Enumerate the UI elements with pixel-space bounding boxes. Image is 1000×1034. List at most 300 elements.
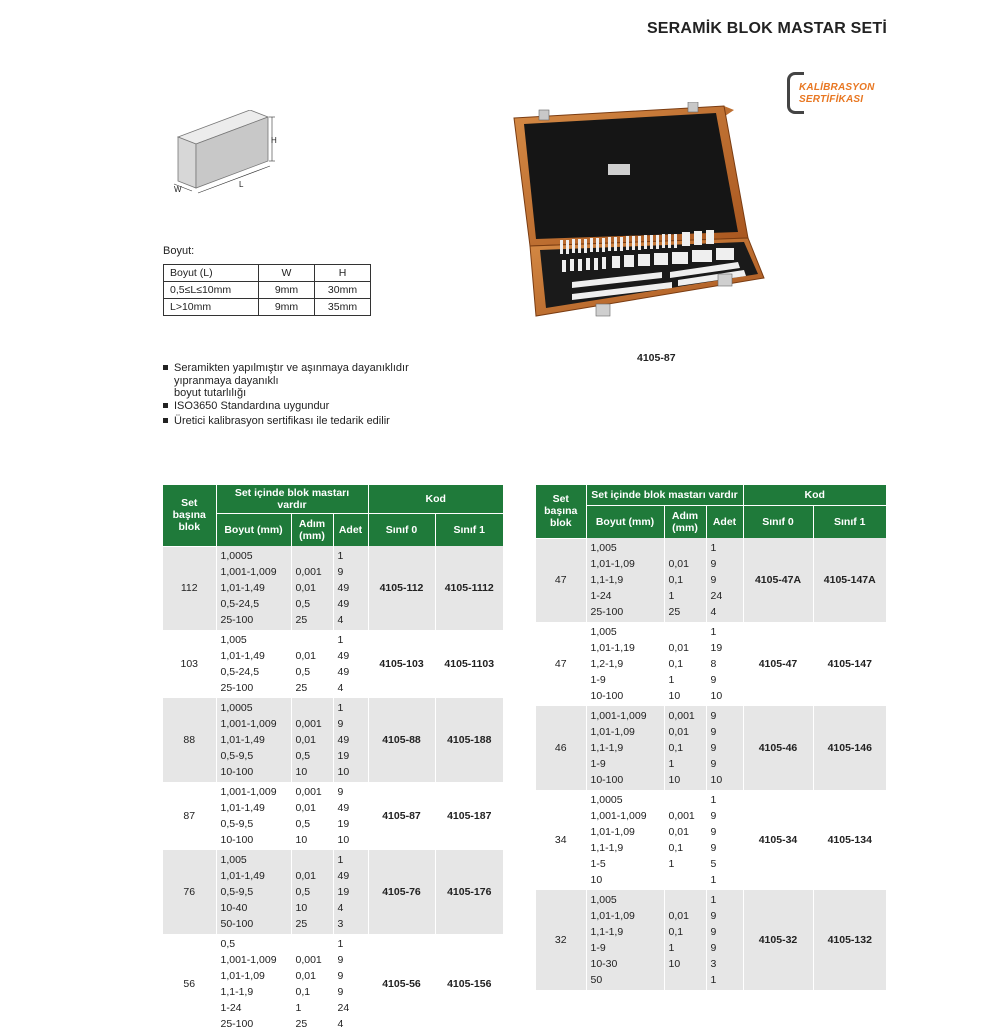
header-step: Adım (mm) [291, 514, 333, 547]
set-count-cell: 56 [163, 934, 216, 1034]
class0-code-cell: 4105-56 [368, 934, 435, 1034]
table-row [163, 630, 503, 698]
cell-line: 10-100 [590, 690, 624, 702]
cell-line: 1,01-1,09 [590, 558, 635, 570]
cell-line: 19 [337, 886, 350, 898]
cell-line: 49 [337, 734, 350, 746]
header-set: Set başına blok [536, 485, 586, 538]
cell-line: 10 [337, 834, 350, 846]
cell-line: 9 [710, 574, 717, 586]
table-row [163, 934, 503, 1034]
cell-line: 0,01 [295, 734, 316, 746]
dimension-caption: Boyut: [163, 245, 195, 257]
cell-line: 1,01-1,49 [220, 802, 265, 814]
size-cell [586, 890, 664, 990]
cell-line: 1-24 [220, 1002, 242, 1014]
cell-line: 4 [337, 1018, 344, 1030]
cell-line [296, 632, 329, 648]
cell-line: 10 [710, 774, 723, 786]
cell-line: 1 [337, 634, 344, 646]
cell-line [669, 792, 702, 808]
step-cell [291, 630, 333, 698]
cell-line: 0,001 [668, 810, 695, 822]
cell-line: 1 [668, 858, 675, 870]
cell-line: 49 [337, 598, 350, 610]
cell-line: 8 [710, 658, 717, 670]
table-row [163, 782, 503, 850]
cell-line: 0,5 [220, 938, 236, 950]
cell-line: 9 [337, 986, 344, 998]
cell-line: 25-100 [220, 682, 254, 694]
cell-line: 25 [295, 682, 308, 694]
cell-line: 1,2-1,9 [590, 658, 624, 670]
class1-code-cell: 4105-132 [813, 890, 886, 990]
step-cell [291, 698, 333, 782]
cell-line: 0,5-24,5 [220, 666, 260, 678]
class0-code-cell: 4105-47A [743, 538, 813, 622]
step-cell [291, 546, 333, 630]
header-contains: Set içinde blok mastarı vardır [216, 485, 368, 514]
cell-line: 10 [295, 766, 308, 778]
dimension-row [164, 299, 371, 316]
cell-line: 9 [710, 758, 717, 770]
cell-line: 1 [337, 702, 344, 714]
class0-code-cell: 4105-103 [368, 630, 435, 698]
cell-line: 1,001-1,009 [220, 954, 277, 966]
class0-code-cell: 4105-87 [368, 782, 435, 850]
set-count-cell: 34 [536, 790, 586, 890]
qty-cell [706, 706, 743, 790]
cell-line: 0,1 [668, 842, 684, 854]
header-contains: Set içinde blok mastarı vardır [586, 485, 743, 506]
table-header-row [163, 485, 503, 514]
step-cell [664, 706, 706, 790]
cell-line: 1-24 [590, 590, 612, 602]
class0-code-cell: 4105-47 [743, 622, 813, 706]
class1-code-cell: 4105-1103 [435, 630, 503, 698]
class0-code-cell: 4105-112 [368, 546, 435, 630]
cell-line: 1,0005 [590, 794, 623, 806]
cell-line: 25-100 [220, 614, 254, 626]
size-cell [216, 850, 291, 934]
cell-line: 9 [337, 970, 344, 982]
feature-text: boyut tutarlılığı [174, 387, 247, 399]
cell-line: 10-100 [220, 766, 254, 778]
cell-line: 50-100 [220, 918, 254, 930]
cell-line: 1,005 [220, 854, 247, 866]
cell-line: 9 [710, 810, 717, 822]
size-cell [216, 782, 291, 850]
dimension-header-size: Boyut (L) [164, 265, 259, 282]
cell-line [296, 936, 329, 952]
feature-item [163, 415, 409, 428]
cell-line: 9 [710, 910, 717, 922]
cell-line: 1,01-1,49 [220, 870, 265, 882]
qty-cell [706, 622, 743, 706]
feature-text: Seramikten yapılmıştır ve aşınmaya dayanıklıdır [174, 362, 409, 374]
cell-line: 1,1-1,9 [590, 842, 624, 854]
cell-line: 0,001 [295, 718, 322, 730]
dimension-cell: 9mm [259, 299, 315, 316]
cell-line: 9 [710, 674, 717, 686]
cell-line: 0,5-9,5 [220, 750, 254, 762]
cell-line: 1,1-1,9 [220, 986, 254, 998]
cell-line: 0,1 [668, 574, 684, 586]
cell-line: 9 [710, 826, 717, 838]
cell-line: 1,005 [590, 542, 617, 554]
cell-line: 0,1 [295, 986, 311, 998]
cell-line: 1 [668, 758, 675, 770]
calibration-certificate-logo [787, 72, 889, 114]
qty-cell [333, 782, 368, 850]
cell-line: 1,005 [590, 626, 617, 638]
cell-line: 1,0005 [220, 550, 253, 562]
cell-line: 25 [295, 614, 308, 626]
dimension-cell: 0,5≤L≤10mm [164, 282, 259, 299]
table-row [536, 790, 886, 890]
cell-line: 1,1-1,9 [590, 926, 624, 938]
cell-line: 10 [295, 834, 308, 846]
cell-line: 1,01-1,09 [220, 970, 265, 982]
cell-line: 1-9 [590, 942, 606, 954]
cell-line: 3 [710, 958, 717, 970]
cell-line: 1 [710, 894, 717, 906]
cell-line: 5 [710, 858, 717, 870]
table-row [536, 538, 886, 622]
class1-code-cell: 4105-134 [813, 790, 886, 890]
set-count-cell: 32 [536, 890, 586, 990]
cell-line: 10 [295, 902, 308, 914]
cell-line: 10 [337, 766, 350, 778]
cell-line: 25-100 [220, 1018, 254, 1030]
cell-line: 0,5-9,5 [220, 818, 254, 830]
gauge-block-case-image [512, 102, 767, 338]
cell-line: 1 [337, 938, 344, 950]
cell-line: 1-9 [590, 758, 606, 770]
cell-line: 1 [710, 542, 717, 554]
class1-code-cell: 4105-156 [435, 934, 503, 1034]
cell-line: 50 [590, 974, 603, 986]
cell-line: 1,005 [590, 894, 617, 906]
cell-line: 25 [295, 1018, 308, 1030]
size-cell [216, 934, 291, 1034]
cell-line: 0,5 [295, 750, 311, 762]
cell-line: 1,01-1,49 [220, 650, 265, 662]
certificate-bracket-icon [787, 72, 804, 114]
class1-code-cell: 4105-176 [435, 850, 503, 934]
cell-line: 0,01 [668, 642, 689, 654]
cell-line: 0,01 [295, 970, 316, 982]
cell-line: 1,01-1,09 [590, 910, 635, 922]
cell-line: 1,01-1,09 [590, 726, 635, 738]
cell-line: 10 [710, 690, 723, 702]
header-class0: Sınıf 0 [368, 514, 435, 547]
size-cell [586, 706, 664, 790]
set-count-cell: 76 [163, 850, 216, 934]
header-step: Adım (mm) [664, 506, 706, 539]
cell-line: 0,01 [295, 802, 316, 814]
cell-line: 49 [337, 666, 350, 678]
cell-line: 0,001 [668, 710, 695, 722]
cell-line: 0,01 [668, 726, 689, 738]
size-cell [216, 546, 291, 630]
header-size: Boyut (mm) [216, 514, 291, 547]
cell-line: 3 [337, 918, 344, 930]
class0-code-cell: 4105-34 [743, 790, 813, 890]
cell-line [669, 892, 702, 908]
cell-line: 9 [337, 566, 344, 578]
step-cell [291, 850, 333, 934]
diagram-label-w: W [174, 185, 182, 194]
dimension-cell: L>10mm [164, 299, 259, 316]
step-cell [664, 538, 706, 622]
cell-line: 0,01 [668, 910, 689, 922]
cell-line: 1,1-1,9 [590, 574, 624, 586]
qty-cell [333, 934, 368, 1034]
cell-line: 49 [337, 650, 350, 662]
cell-line: 0,001 [295, 786, 322, 798]
page-title: SERAMİK BLOK MASTAR SETİ [646, 20, 887, 37]
cell-line [669, 872, 702, 888]
cell-line: 9 [337, 786, 344, 798]
cell-line: 0,1 [668, 926, 684, 938]
dimension-cell: 35mm [315, 299, 371, 316]
size-cell [216, 698, 291, 782]
cell-line: 19 [337, 750, 350, 762]
cell-line: 0,001 [295, 954, 322, 966]
size-cell [216, 630, 291, 698]
cell-line: 9 [710, 942, 717, 954]
diagram-label-l: L [239, 180, 244, 189]
cell-line: 1 [710, 794, 717, 806]
cell-line: 0,1 [668, 658, 684, 670]
cell-line: 1 [668, 590, 675, 602]
qty-cell [333, 850, 368, 934]
cell-line: 9 [337, 954, 344, 966]
cell-line: 25 [295, 918, 308, 930]
set-count-cell: 47 [536, 538, 586, 622]
cell-line: 25-100 [590, 606, 624, 618]
cell-line: 9 [337, 718, 344, 730]
cell-line: 1 [337, 854, 344, 866]
class0-code-cell: 4105-32 [743, 890, 813, 990]
cell-line: 1,01-1,49 [220, 734, 265, 746]
feature-item [163, 400, 409, 413]
diagram-label-h: H [271, 136, 277, 145]
step-cell [664, 790, 706, 890]
qty-cell [333, 698, 368, 782]
class0-code-cell: 4105-76 [368, 850, 435, 934]
cell-line: 1 [668, 674, 675, 686]
size-cell [586, 790, 664, 890]
bullet-icon [163, 418, 168, 423]
qty-cell [706, 890, 743, 990]
header-set: Set başına blok [163, 485, 216, 546]
cell-line: 1 [337, 550, 344, 562]
table-row [536, 706, 886, 790]
class0-code-cell: 4105-88 [368, 698, 435, 782]
cell-line [669, 540, 702, 556]
class1-code-cell: 4105-146 [813, 706, 886, 790]
dimension-row [164, 282, 371, 299]
cell-line: 10-40 [220, 902, 248, 914]
header-class1: Sınıf 1 [435, 514, 503, 547]
cell-line: 1,001-1,009 [220, 566, 277, 578]
cell-line: 0,01 [668, 826, 689, 838]
dimension-header-row [164, 265, 371, 282]
right-set-table [536, 485, 886, 990]
cell-line: 19 [710, 642, 723, 654]
cell-line: 10-100 [590, 774, 624, 786]
header-class0: Sınıf 0 [743, 506, 813, 539]
cell-line: 1,01-1,19 [590, 642, 635, 654]
cell-line: 9 [710, 842, 717, 854]
header-size: Boyut (mm) [586, 506, 664, 539]
qty-cell [706, 790, 743, 890]
cell-line: 1 [710, 974, 717, 986]
table-row [536, 622, 886, 706]
cell-line: 10 [668, 958, 681, 970]
cell-line: 10 [668, 774, 681, 786]
cell-line: 1,001-1,009 [590, 810, 647, 822]
cell-line: 1,005 [220, 634, 247, 646]
size-cell [586, 622, 664, 706]
feature-text: yıpranmaya dayanıklı [174, 374, 279, 387]
cell-line: 0,5-24,5 [220, 598, 260, 610]
qty-cell [333, 546, 368, 630]
cell-line: 49 [337, 870, 350, 882]
bullet-icon [163, 403, 168, 408]
cell-line: 24 [337, 1002, 350, 1014]
cell-line [296, 700, 329, 716]
cell-line: 0,01 [295, 650, 316, 662]
dimension-table [163, 264, 371, 316]
step-cell [664, 622, 706, 706]
cell-line: 9 [710, 926, 717, 938]
cell-line: 1,01-1,49 [220, 582, 265, 594]
step-cell [291, 782, 333, 850]
table-header-row [536, 485, 886, 506]
class1-code-cell: 4105-147 [813, 622, 886, 706]
feature-list [163, 362, 409, 428]
header-code: Kod [743, 485, 886, 506]
cell-line: 4 [337, 682, 344, 694]
feature-text: Üretici kalibrasyon sertifikası ile tedarik edilir [174, 415, 390, 427]
gauge-block-diagram [160, 110, 290, 210]
bullet-icon [163, 365, 168, 370]
cell-line: 1,0005 [220, 702, 253, 714]
step-cell [664, 890, 706, 990]
cell-line: 1 [710, 626, 717, 638]
cell-line: 9 [710, 742, 717, 754]
cell-line: 0,5-9,5 [220, 886, 254, 898]
cell-line: 0,01 [295, 870, 316, 882]
class1-code-cell: 4105-188 [435, 698, 503, 782]
cell-line: 1,1-1,9 [590, 742, 624, 754]
header-class1: Sınıf 1 [813, 506, 886, 539]
table-row [163, 698, 503, 782]
cell-line [296, 548, 329, 564]
cell-line: 9 [710, 726, 717, 738]
cell-line: 0,5 [295, 598, 311, 610]
cell-line: 1,001-1,009 [220, 786, 277, 798]
set-count-cell: 103 [163, 630, 216, 698]
certificate-line-2: SERTİFİKASI [799, 94, 864, 105]
feature-text: ISO3650 Standardına uygundur [174, 399, 330, 412]
qty-cell [706, 538, 743, 622]
header-code: Kod [368, 485, 503, 514]
header-qty: Adet [333, 514, 368, 547]
cell-line: 0,1 [668, 742, 684, 754]
cell-line: 0,5 [295, 666, 311, 678]
cell-line: 10 [590, 874, 603, 886]
cell-line: 1-9 [590, 674, 606, 686]
step-cell [291, 934, 333, 1034]
table-row [163, 850, 503, 934]
certificate-line-1: KALİBRASYON [799, 82, 875, 93]
class1-code-cell: 4105-187 [435, 782, 503, 850]
cell-line: 1-5 [590, 858, 606, 870]
cell-line [669, 624, 702, 640]
set-count-cell: 88 [163, 698, 216, 782]
class0-code-cell: 4105-46 [743, 706, 813, 790]
header-qty: Adet [706, 506, 743, 539]
cell-line: 0,5 [295, 818, 311, 830]
cell-line: 25 [668, 606, 681, 618]
cell-line: 4 [337, 614, 344, 626]
table-row [163, 546, 503, 630]
dimension-cell: 9mm [259, 282, 315, 299]
class1-code-cell: 4105-1112 [435, 546, 503, 630]
cell-line: 1 [710, 874, 717, 886]
cell-line: 9 [710, 710, 717, 722]
table-header-row [536, 506, 886, 539]
cell-line: 9 [710, 558, 717, 570]
product-image-label: 4105-87 [637, 352, 676, 364]
cell-line: 1 [295, 1002, 302, 1014]
cell-line: 1,001-1,009 [220, 718, 277, 730]
set-count-cell: 46 [536, 706, 586, 790]
size-cell [586, 538, 664, 622]
cell-line: 0,01 [295, 582, 316, 594]
feature-item [163, 362, 409, 400]
cell-line [296, 852, 329, 868]
cell-line: 4 [710, 606, 717, 618]
cell-line: 1,01-1,09 [590, 826, 635, 838]
cell-line: 0,01 [668, 558, 689, 570]
qty-cell [333, 630, 368, 698]
cell-line [669, 972, 702, 988]
table-row [536, 890, 886, 990]
dimension-cell: 30mm [315, 282, 371, 299]
cell-line: 10 [668, 690, 681, 702]
cell-line: 1,001-1,009 [590, 710, 647, 722]
set-count-cell: 47 [536, 622, 586, 706]
cell-line: 24 [710, 590, 723, 602]
class1-code-cell: 4105-147A [813, 538, 886, 622]
cell-line: 19 [337, 818, 350, 830]
dimension-header-h: H [315, 265, 371, 282]
cell-line: 49 [337, 802, 350, 814]
cell-line: 49 [337, 582, 350, 594]
cell-line: 1 [668, 942, 675, 954]
cell-line: 10-100 [220, 834, 254, 846]
cell-line: 4 [337, 902, 344, 914]
cell-line: 0,5 [295, 886, 311, 898]
set-count-cell: 87 [163, 782, 216, 850]
dimension-header-w: W [259, 265, 315, 282]
set-count-cell: 112 [163, 546, 216, 630]
